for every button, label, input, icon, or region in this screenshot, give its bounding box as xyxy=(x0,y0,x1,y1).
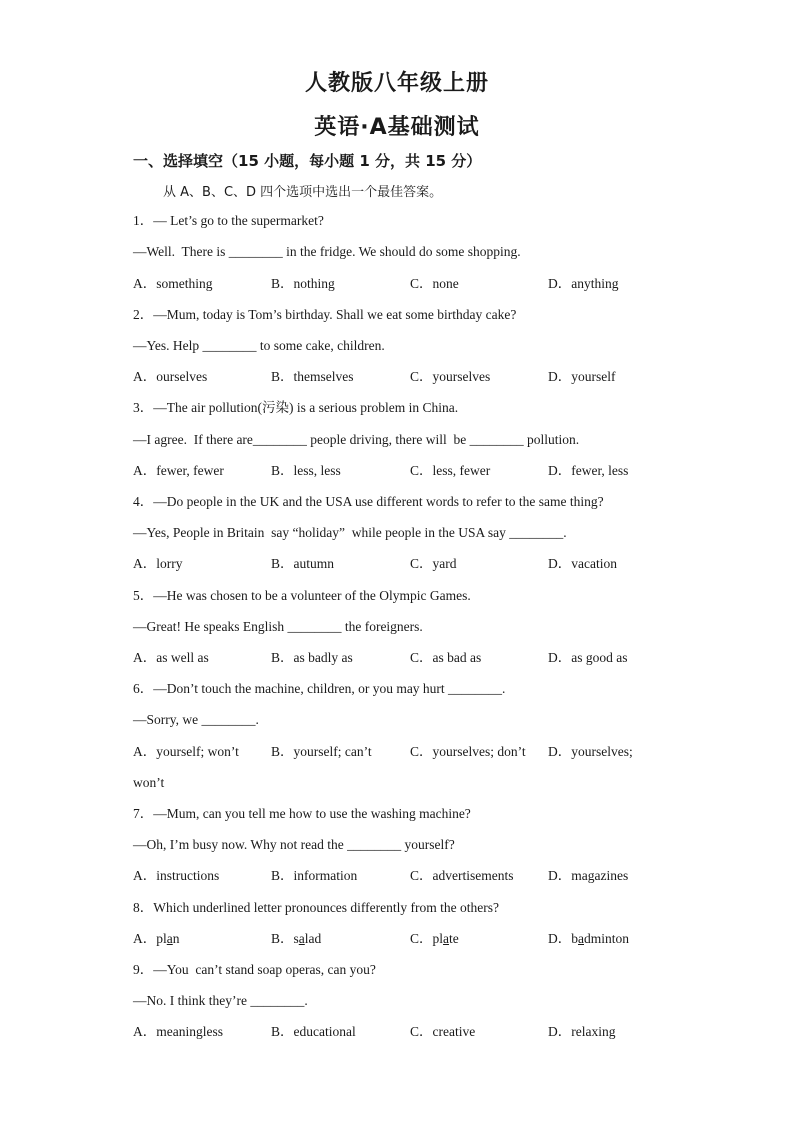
question-4-option-b: B．autumn xyxy=(271,556,334,571)
option-c-prefix: C．pl xyxy=(410,931,444,946)
question-4-prompt: 4．—Do people in the UK and the USA use different words to refer to the same thing? xyxy=(133,494,604,509)
question-2-option-b: B．themselves xyxy=(271,369,354,384)
question-4-option-c: C．yard xyxy=(410,556,457,571)
question-8-option-a xyxy=(133,930,180,948)
question-8-option-b xyxy=(271,930,321,948)
question-1-option-b: B．nothing xyxy=(271,276,335,291)
option-a-underlined-letter: a xyxy=(166,931,173,946)
question-1-response: —Well. There is ________ in the fridge. We should do some shopping. xyxy=(133,244,521,259)
question-8-prompt: 8．Which underlined letter pronounces differently from the others? xyxy=(133,900,500,915)
option-a-prefix: A．pl xyxy=(133,931,167,946)
question-8-option-c xyxy=(410,930,459,948)
question-3-option-d: D．fewer, less xyxy=(548,463,629,478)
question-6-response: —Sorry, we ________. xyxy=(133,712,259,727)
option-b-suffix: lad xyxy=(304,931,322,946)
question-2-response: —Yes. Help ________ to some cake, children. xyxy=(133,338,385,353)
question-6-prompt: 6．—Don’t touch the machine, children, or you may hurt ________. xyxy=(133,681,506,696)
question-4-option-a: A．lorry xyxy=(133,556,183,571)
question-4-response: —Yes, People in Britain say “holiday” while people in the USA say ________. xyxy=(133,525,567,540)
question-1-prompt: 1．— Let’s go to the supermarket? xyxy=(133,213,324,228)
question-3-response: —I agree. If there are________ people driving, there will be ________ pollution. xyxy=(133,432,580,447)
question-6-option-c: C．yourselves; don’t xyxy=(410,744,526,759)
option-a-suffix: n xyxy=(172,931,180,946)
question-3-option-a: A．fewer, fewer xyxy=(133,463,224,478)
question-5-prompt: 5．—He was chosen to be a volunteer of the Olympic Games. xyxy=(133,588,471,603)
question-7-option-a: A．instructions xyxy=(133,868,220,883)
question-1-option-a: A．something xyxy=(133,276,213,291)
question-6-option-a: A．yourself; won’t xyxy=(133,744,239,759)
option-b-prefix: B．s xyxy=(271,931,299,946)
question-2-option-a: A．ourselves xyxy=(133,369,208,384)
question-9-response: —No. I think they’re ________. xyxy=(133,993,308,1008)
option-b-underlined-letter: a xyxy=(298,931,305,946)
question-5-option-a: A．as well as xyxy=(133,650,209,665)
exam-title: 人教版八年级上册 xyxy=(304,71,489,96)
option-d-suffix: dminton xyxy=(584,931,630,946)
question-2-option-d: D．yourself xyxy=(548,369,616,384)
question-7-option-d: D．magazines xyxy=(548,868,629,883)
question-9-option-c: C．creative xyxy=(410,1024,476,1039)
option-c-underlined-letter: a xyxy=(443,931,450,946)
question-2-prompt: 2．—Mum, today is Tom’s birthday. Shall we eat some birthday cake? xyxy=(133,307,517,322)
question-3-prompt: 3．—The air pollution(污染) is a serious problem in China. xyxy=(133,400,459,415)
question-6-option-b: B．yourself; can’t xyxy=(271,744,372,759)
question-9-option-d: D．relaxing xyxy=(548,1024,616,1039)
section-instruction: 从 A、B、C、D 四个选项中选出一个最佳答案。 xyxy=(163,185,443,200)
exam-subtitle: 英语·A基础测试 xyxy=(314,115,480,140)
question-6-option-d: D．yourselves; xyxy=(548,744,633,759)
question-5-option-c: C．as bad as xyxy=(410,650,482,665)
question-7-prompt: 7．—Mum, can you tell me how to use the washing machine? xyxy=(133,806,471,821)
option-c-suffix: te xyxy=(449,931,459,946)
question-6-option-d-continued: won’t xyxy=(133,775,165,790)
question-9-option-a: A．meaningless xyxy=(133,1024,223,1039)
question-5-response: —Great! He speaks English ________ the foreigners. xyxy=(133,619,423,634)
question-8-option-d xyxy=(548,930,629,948)
question-7-response: —Oh, I’m busy now. Why not read the ________ yourself? xyxy=(133,837,455,852)
question-9-option-b: B．educational xyxy=(271,1024,356,1039)
question-1-option-d: D．anything xyxy=(548,276,619,291)
question-5-option-b: B．as badly as xyxy=(271,650,353,665)
question-4-option-d: D．vacation xyxy=(548,556,617,571)
question-3-option-c: C．less, fewer xyxy=(410,463,491,478)
question-1-option-c: C．none xyxy=(410,276,459,291)
question-2-option-c: C．yourselves xyxy=(410,369,491,384)
option-d-prefix: D．b xyxy=(548,931,578,946)
question-9-prompt: 9．—You can’t stand soap operas, can you? xyxy=(133,962,376,977)
option-d-underlined-letter: a xyxy=(578,931,584,946)
question-3-option-b: B．less, less xyxy=(271,463,341,478)
question-5-option-d: D．as good as xyxy=(548,650,628,665)
question-7-option-c: C．advertisements xyxy=(410,868,514,883)
question-7-option-b: B．information xyxy=(271,868,358,883)
section-heading: 一、选择填空（15 小题，每小题 1 分，共 15 分） xyxy=(133,152,482,170)
